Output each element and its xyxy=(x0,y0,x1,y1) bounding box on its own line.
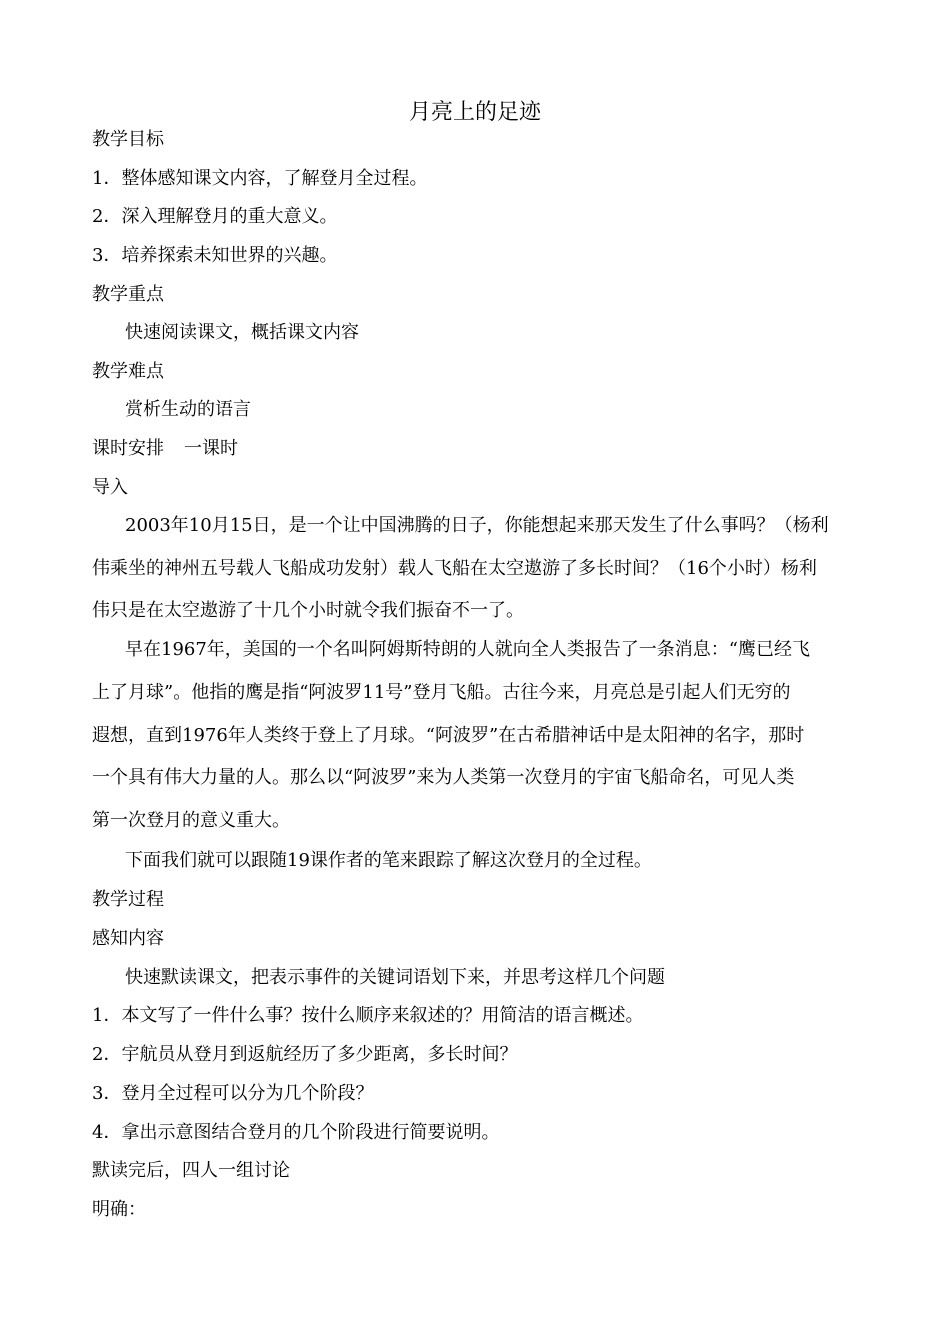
process-instruction: 快速默读课文，把表示事件的关键词语划下来，并思考这样几个问题 xyxy=(125,967,665,988)
intro-paragraph-line: 2003年10月15日，是一个让中国沸腾的日子，你能想起来那天发生了什么事吗？（杨利 xyxy=(125,515,829,536)
intro-paragraph-line: 伟只是在太空遨游了十几个小时就令我们振奋不一了。 xyxy=(92,600,524,621)
intro-paragraph-line: 上了月球”。他指的鹰是指“阿波罗11号”登月飞船。古往今来，月亮总是引起人们无穷的 xyxy=(92,682,791,703)
key-points-heading: 教学重点 xyxy=(92,284,164,305)
intro-paragraph-line: 第一次登月的意义重大。 xyxy=(92,810,290,831)
question-item: 3．登月全过程可以分为几个阶段？ xyxy=(92,1083,374,1104)
intro-paragraph-line: 遐想，直到1976年人类终于登上了月球。“阿波罗”在古希腊神话中是太阳神的名字，那时 xyxy=(92,725,805,746)
question-item: 2．宇航员从登月到返航经历了多少距离，多长时间？ xyxy=(92,1044,518,1065)
clarify-label: 明确： xyxy=(92,1199,146,1220)
schedule-line xyxy=(92,437,238,461)
objective-item: 1．整体感知课文内容，了解登月全过程。 xyxy=(92,168,428,189)
question-item: 1．本文写了一件什么事？按什么顺序来叙述的？用简洁的语言概述。 xyxy=(92,1005,644,1026)
objectives-heading: 教学目标 xyxy=(92,129,164,150)
intro-paragraph-line: 下面我们就可以跟随19课作者的笔来跟踪了解这次登月的全过程。 xyxy=(125,850,652,871)
process-subheading: 感知内容 xyxy=(92,928,164,949)
difficulties-heading: 教学难点 xyxy=(92,361,164,382)
discussion-text: 默读完后，四人一组讨论 xyxy=(92,1160,290,1181)
intro-paragraph-line: 伟乘坐的神州五号载人飞船成功发射）载人飞船在太空遨游了多长时间？（16个小时）杨利 xyxy=(92,558,817,579)
question-item: 4．拿出示意图结合登月的几个阶段进行简要说明。 xyxy=(92,1122,500,1143)
process-heading: 教学过程 xyxy=(92,889,164,910)
difficulties-text: 赏析生动的语言 xyxy=(125,399,251,420)
schedule-label: 课时安排 xyxy=(92,438,164,459)
intro-heading: 导入 xyxy=(92,477,128,498)
intro-paragraph-line: 一个具有伟大力量的人。那么以“阿波罗”来为人类第一次登月的宇宙飞船命名，可见人类 xyxy=(92,767,795,788)
schedule-value: 一课时 xyxy=(184,438,238,459)
page-title: 月亮上的足迹 xyxy=(408,100,541,125)
intro-paragraph-line: 早在1967年，美国的一个名叫阿姆斯特朗的人就向全人类报告了一条消息：“鹰已经飞 xyxy=(125,639,811,660)
key-points-text: 快速阅读课文，概括课文内容 xyxy=(125,322,359,343)
objective-item: 3．培养探索未知世界的兴趣。 xyxy=(92,245,338,266)
objective-item: 2．深入理解登月的重大意义。 xyxy=(92,206,338,227)
